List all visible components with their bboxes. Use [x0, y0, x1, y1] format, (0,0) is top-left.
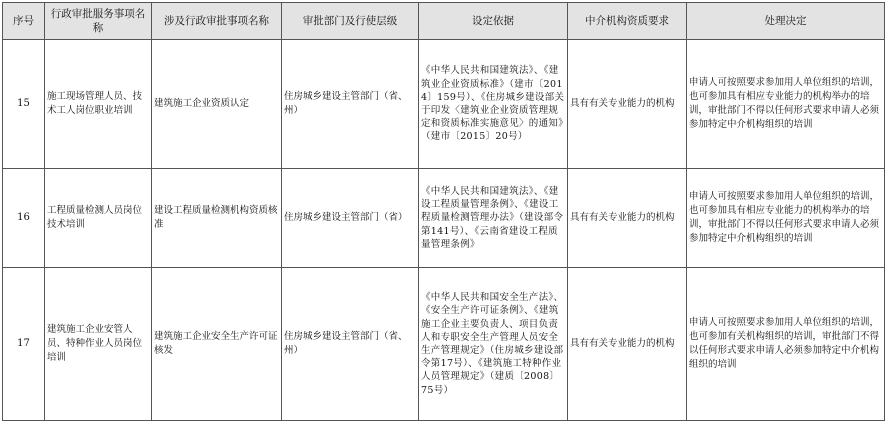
- row-decision: 申请人可按照要求参加用人单位组织的培训，也可参加具有相应专业能力的机构举办的培训，审批部门不得以任何形式要求申请人必须参加特定中介机构组织的培训: [687, 169, 885, 268]
- row-service: 工程质量检测人员岗位技术培训: [45, 169, 152, 268]
- row-no: 17: [3, 268, 45, 421]
- table-row: [3, 169, 885, 268]
- row-no: 15: [3, 40, 45, 169]
- row-basis: 《中华人民共和国建筑法》、《建筑业企业资质标准》（建市〔2014〕159号）、《住房城乡建设部关于印发〈建筑业企业资质管理规定和资质标准实施意见〉的通知》（建市〔2015〕20号）: [419, 40, 568, 169]
- row-qualification: 具有有关专业能力的机构: [568, 169, 687, 268]
- header-no: 序号: [3, 3, 45, 40]
- row-department: 住房城乡建设主管部门（省、州）: [282, 40, 419, 169]
- row-qualification: 具有有关专业能力的机构: [568, 268, 687, 421]
- row-no: 16: [3, 169, 45, 268]
- row-item: 建设工程质量检测机构资质核准: [152, 169, 282, 268]
- header-basis: 设定依据: [419, 3, 568, 40]
- row-basis: 《中华人民共和国建筑法》、《建设工程质量管理条例》、《建设工程质量检测管理办法》（建设部令第141号）、《云南省建设工程质量管理条例》: [419, 169, 568, 268]
- row-basis: 《中华人民共和国安全生产法》、《安全生产许可证条例》、《建筑施工企业主要负责人、项目负责人和专职安全生产管理人员安全生产管理规定》（住房城乡建设部令第17号）、《建筑施工特种作业人员管理规定》（建质〔2008〕75号）: [419, 268, 568, 421]
- header-department: 审批部门及行使层级: [282, 3, 419, 40]
- row-item: 建筑施工企业安全生产许可证核发: [152, 268, 282, 421]
- row-service: 施工现场管理人员、技术工人岗位职业培训: [45, 40, 152, 169]
- approval-table: [2, 2, 885, 421]
- table-row: [3, 40, 885, 169]
- header-service: 行政审批服务事项名称: [45, 3, 152, 40]
- row-decision: 申请人可按照要求参加用人单位组织的培训，也可参加有关机构组织的培训，审批部门不得以任何形式要求申请人必须参加特定中介机构组织的培训: [687, 268, 885, 421]
- header-qualification: 中介机构资质要求: [568, 3, 687, 40]
- row-decision: 申请人可按照要求参加用人单位组织的培训，也可参加具有相应专业能力的机构举办的培训，审批部门不得以任何形式要求申请人必须参加特定中介机构组织的培训: [687, 40, 885, 169]
- header-item: 涉及行政审批事项名称: [152, 3, 282, 40]
- header-row: [3, 3, 885, 40]
- row-department: 住房城乡建设主管部门（省、州）: [282, 268, 419, 421]
- row-qualification: 具有有关专业能力的机构: [568, 40, 687, 169]
- header-decision: 处理决定: [687, 3, 885, 40]
- row-department: 住房城乡建设主管部门（省）: [282, 169, 419, 268]
- row-service: 建筑施工企业安管人员、特种作业人员岗位培训: [45, 268, 152, 421]
- row-item: 建筑施工企业资质认定: [152, 40, 282, 169]
- table-row: [3, 268, 885, 421]
